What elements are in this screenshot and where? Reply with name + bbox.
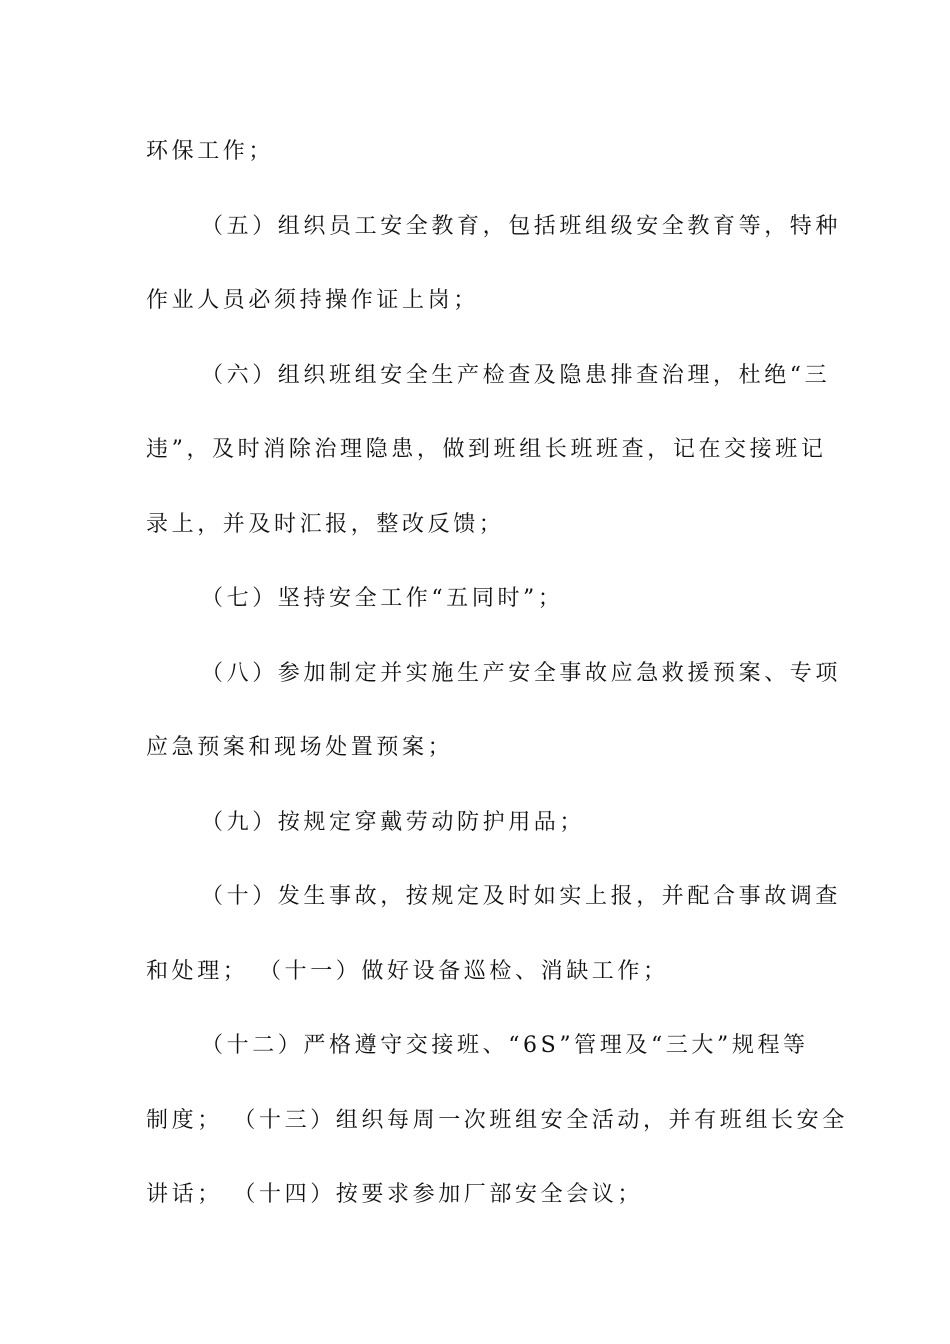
- text-line: 制度； （十三）组织每周一次班组安全活动，并有班组长安全: [146, 1107, 848, 1133]
- text-line: （六）组织班组安全生产检查及隐患排查治理，杜绝“三: [201, 362, 831, 388]
- text-line: （八）参加制定并实施生产安全事故应急救援预案、专项: [201, 660, 842, 686]
- text-line: 和处理； （十一）做好设备巡检、消缺工作；: [146, 958, 669, 984]
- text-line: （七）坚持安全工作“五同时”；: [201, 586, 564, 611]
- text-line: 讲话； （十四）按要求参加厂部安全会议；: [146, 1182, 643, 1207]
- text-line: （九）按规定穿戴劳动防护用品；: [201, 809, 586, 835]
- text-line: 应急预案和现场处置预案；: [146, 735, 454, 760]
- text-line: 作业人员必须持操作证上岗；: [146, 288, 479, 313]
- text-line: 违”，及时消除治理隐患，做到班组长班班查，记在交接班记: [146, 437, 827, 462]
- text-line: 录上，并及时汇报，整改反馈；: [146, 511, 505, 537]
- text-line: （十）发生事故，按规定及时如实上报，并配合事故调查: [201, 884, 842, 909]
- text-line: 环保工作；: [146, 139, 275, 164]
- text-line: （十二）严格遵守交接班、“6S”管理及“三大”规程等: [201, 1033, 809, 1058]
- body-text: [146, 129, 848, 1247]
- text-line: （五）组织员工安全教育，包括班组级安全教育等，特种: [201, 213, 842, 239]
